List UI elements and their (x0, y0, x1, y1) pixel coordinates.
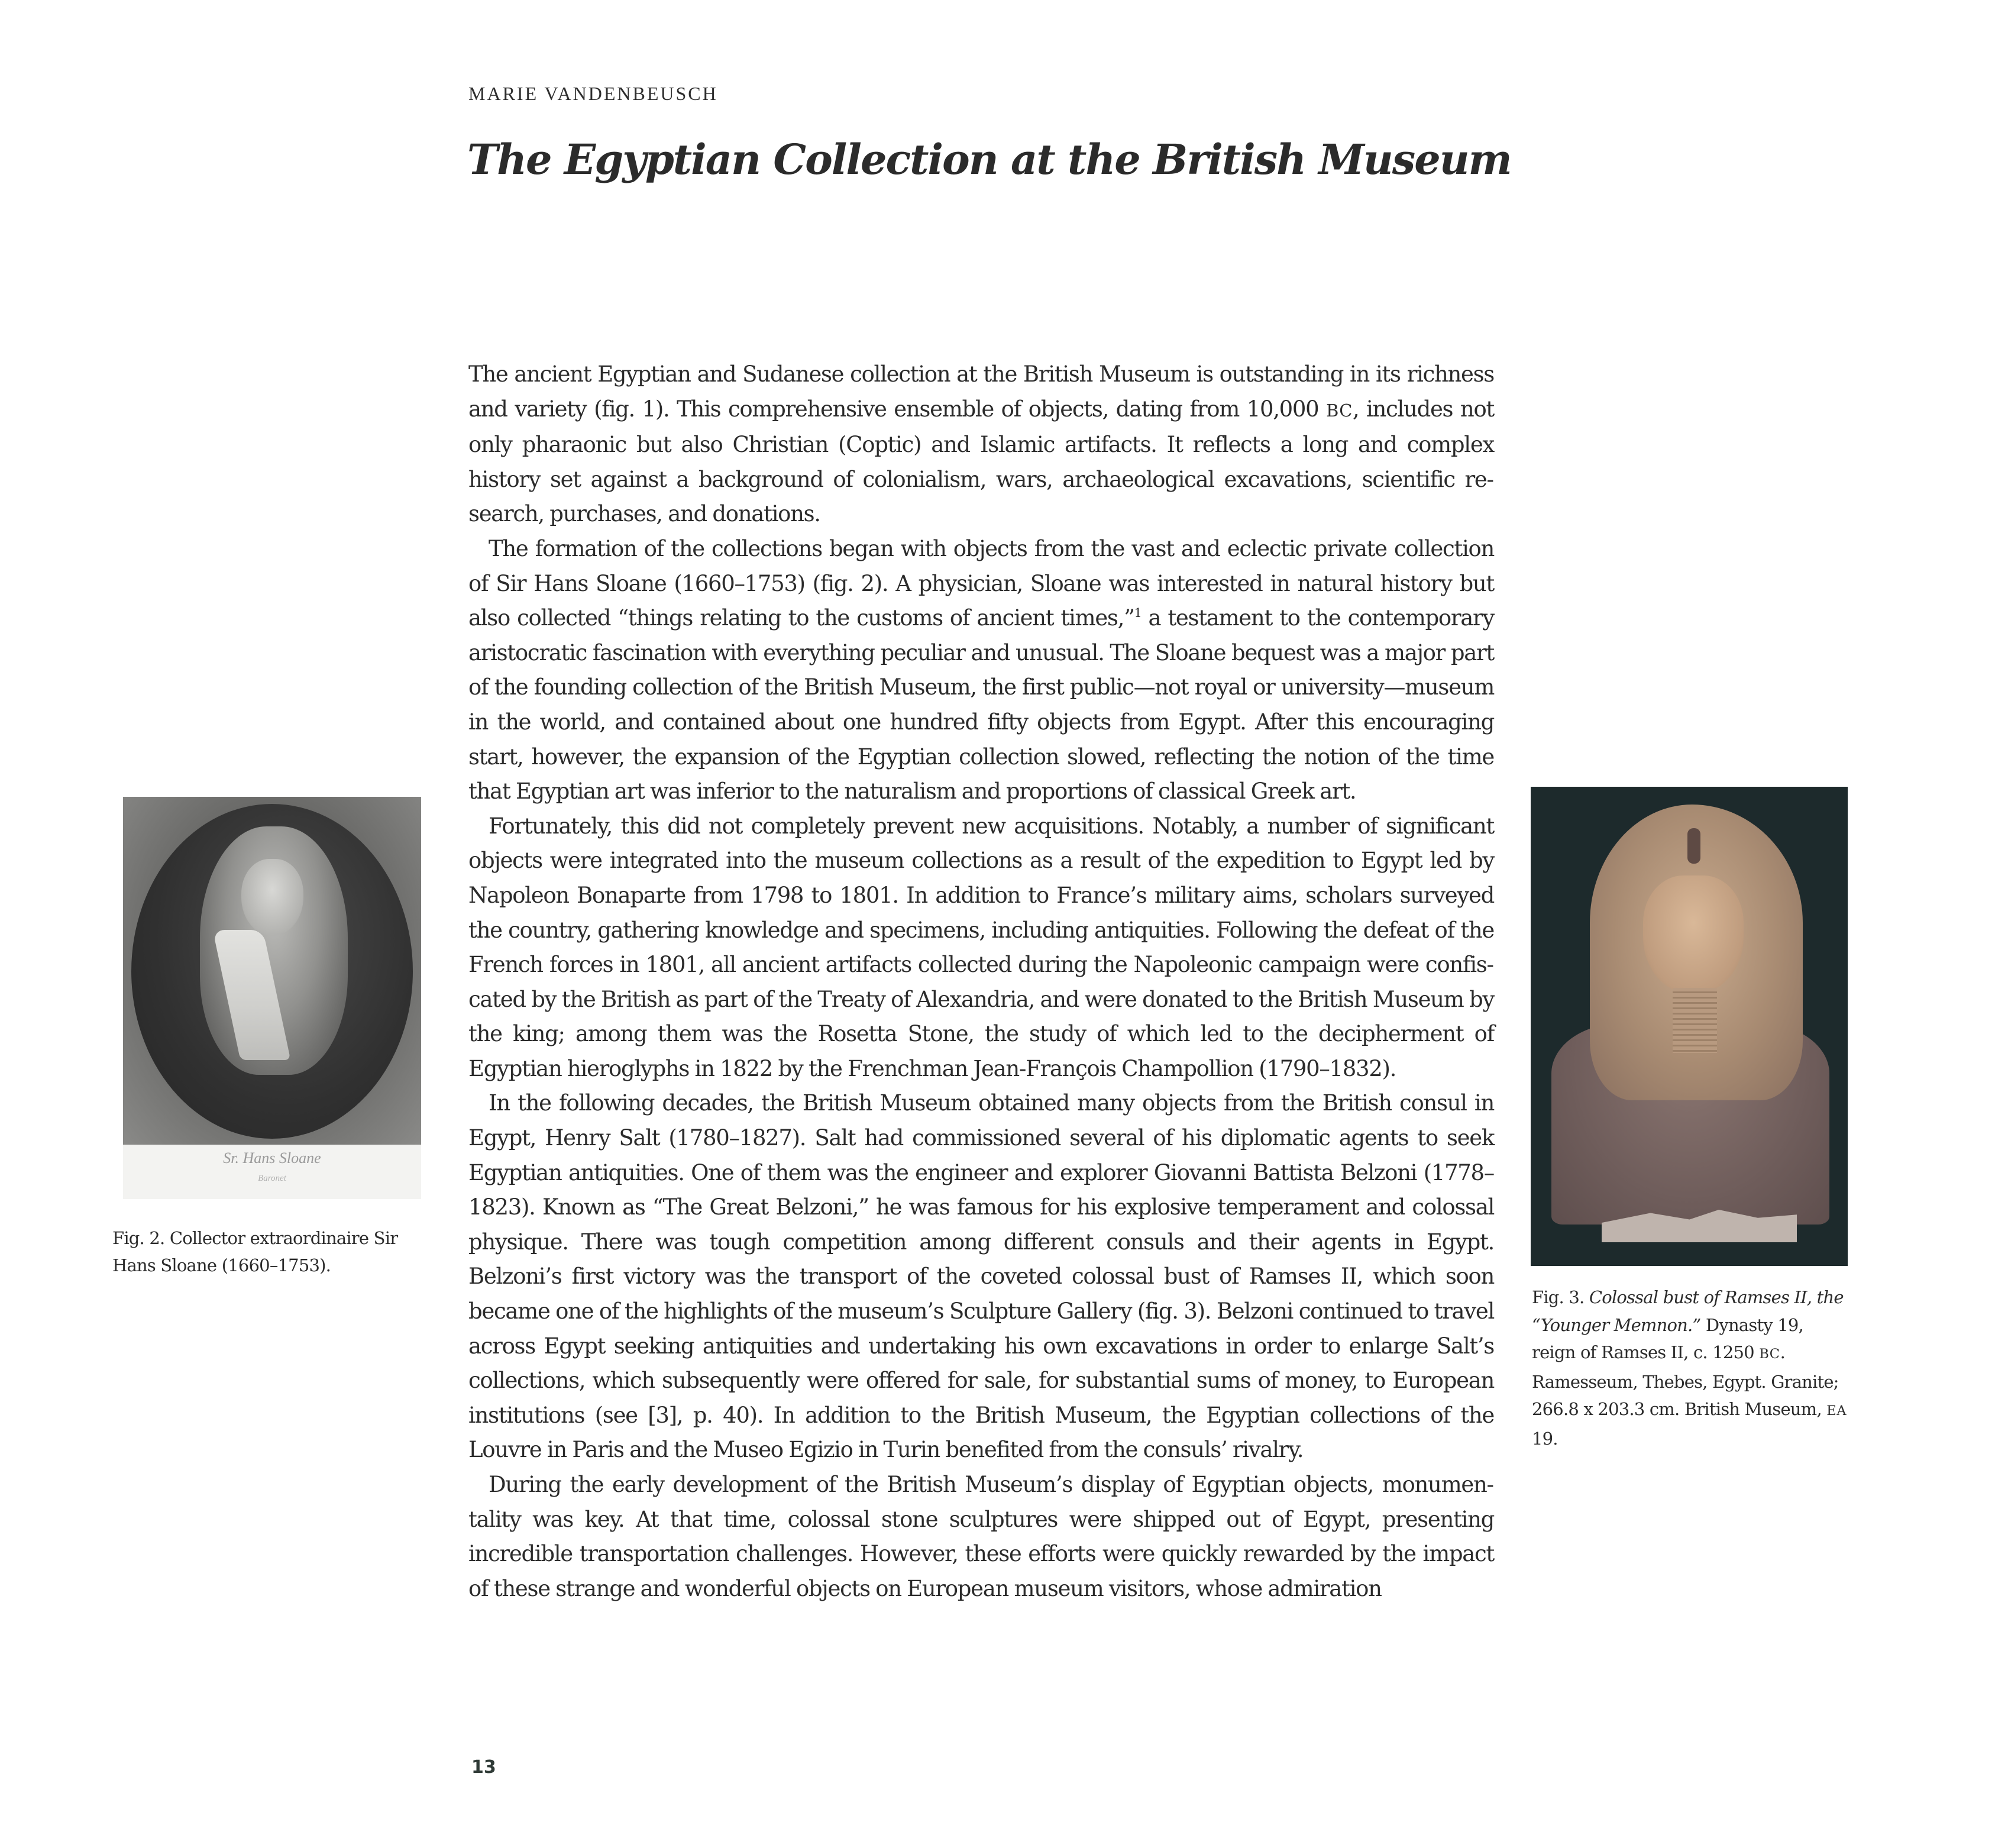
article-body (468, 357, 1494, 1606)
inscription-title: Baronet (258, 1174, 286, 1183)
bust-beard (1673, 988, 1717, 1053)
paragraph-3: Fortunately, this did not completely prevent new acquisitions. Notably, a number of significant objects were integrated into the museum collections as a result of the expedition to Egypt led by Napoleon Bonaparte from 1798 to 1801. In addition to France’s military aims, scholars surveyed the country, gathering knowledge and specimens, including antiquities. Following the defeat of the French forces in 1801, all ancient artifacts collected during the Napoleonic campaign were confiscated by the British as part of the Treaty of Alexandria, and were donated to the British Museum by the king; among them was the Rosetta Stone, the study of which led to the decipherment of Egyptian hieroglyphs in 1822 by the Frenchman Jean-François Champollion (1790–1832). (468, 813, 1494, 1081)
caption-title: Colossal bust of Ramses II, the “Younger Memnon.” (1532, 1287, 1844, 1335)
page-number: 13 (471, 1757, 496, 1778)
footnote-marker: 1 (1134, 605, 1142, 620)
figure-2-portrait (123, 797, 421, 1199)
small-caps-era: BC (1326, 400, 1353, 421)
inscription-name: Sr. Hans Sloane (223, 1149, 321, 1167)
caption-text: Dynasty 19, reign of Ramses II, c. 1250 (1532, 1314, 1803, 1362)
bust-uraeus (1687, 828, 1700, 864)
paragraph-2 (468, 532, 1494, 809)
paragraph-1 (468, 357, 1494, 532)
small-caps-era: BC (1759, 1346, 1780, 1362)
figure-3-caption (1532, 1284, 1851, 1452)
bust-face (1643, 875, 1744, 994)
article-title: The Egyptian Collection at the British Museum (467, 135, 1511, 184)
paragraph-5: During the early development of the British Museum’s display of Egyptian objects, monumentality was key. At that time, colossal stone sculptures were shipped out of Egypt, presenting incredible transportation challenges. However, these efforts were quickly rewarded by the impact of these strange and wonderful objects on European museum visitors, whose admiration (468, 1472, 1494, 1601)
figure-2-caption: Fig. 2. Collector extraordinaire Sir Hans Sloane (1660–1753). (112, 1228, 398, 1275)
portrait-inscription (123, 1148, 421, 1188)
figure-3-ramses-bust (1531, 787, 1848, 1266)
paragraph-text: The formation of the collections began with objects from the vast and eclectic private collection of Sir Hans Sloane (1660–1753) (fig. 2). A physician, Sloane was interested in natural history but also collected “things relating to the customs of ancient times,” (468, 535, 1494, 631)
paragraph-4: In the following decades, the British Museum obtained many objects from the British consul in Egypt, Henry Salt (1780–1827). Salt had commissioned several of his diplomatic agents to seek Egyptian antiquities. One of them was the engineer and explorer Giovanni Battista Belzoni (1778–1823). Known as “The Great Belzoni,” he was famous for his explosive temperament and colossal physique. There was tough competition among different consuls and their agents in Egypt. Belzoni’s first victory was the transport of the coveted colossal bust of Ramses II, which soon became one of the highlights of the museum’s Sculpture Gallery (fig. 3). Belzoni continued to travel across Egypt seeking antiquities and undertaking his own excavations in order to enlarge Salt’s collections, which subsequently were offered for sale, for substantial sums of money, to European institutions (see [3], p. 40). In addition to the British Museum, the Egyptian collections of the Louvre in Paris and the Museo Egizio in Turin benefited from the consuls’ rivalry. (468, 1090, 1494, 1463)
running-author: MARIE VANDENBEUSCH (468, 83, 718, 104)
portrait-image (123, 797, 421, 1145)
paragraph-text: , includes not only pharaonic but also Christian (Coptic) and Islamic artifacts. It reflects a long and complex history set against a background of colonialism, wars, archaeological excavations, scientific research, purchases, and donations. (468, 396, 1494, 527)
caption-text: 19. (1532, 1428, 1558, 1449)
small-caps-collection: EA (1826, 1403, 1847, 1419)
caption-label: Fig. 3. (1532, 1287, 1589, 1307)
caption-text: . Ramesseum, Thebes, Egypt. Granite; 266.8 x 203.3 cm. British Museum, (1532, 1342, 1839, 1419)
portrait-face (241, 859, 303, 936)
paragraph-text: a testament to the contemporary aristocratic fascination with everything peculiar and unusual. The Sloane bequest was a major part of the founding collection of the British Museum, the first public—not royal or university—museum in the world, and contained about one hundred fifty objects from Egypt. After this encouraging start, however, the expansion of the Egyptian collection slowed, reflecting the notion of the time that Egyptian art was inferior to the naturalism and proportions of classical Greek art. (468, 605, 1494, 805)
paragraph-text: The ancient Egyptian and Sudanese collection at the British Museum is outstanding in its richness and variety (fig. 1). This comprehensive ensemble of objects, dating from 10,000 (468, 361, 1494, 422)
